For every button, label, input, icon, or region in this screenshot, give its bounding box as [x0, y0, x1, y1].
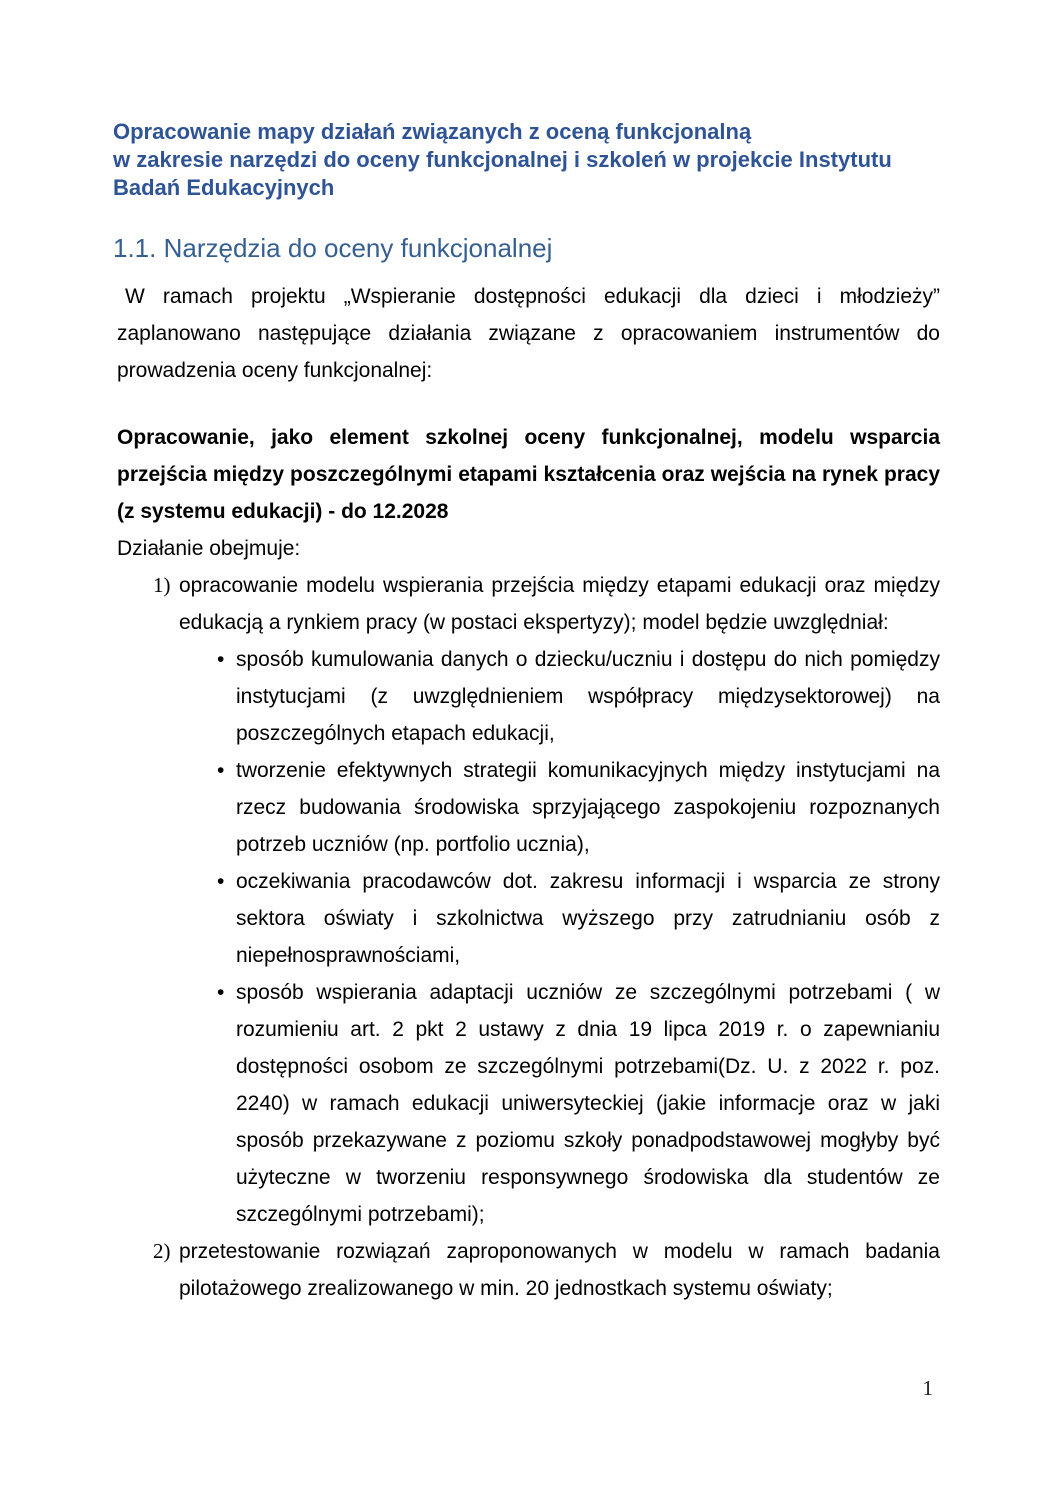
numbered-item-2-text: przetestowanie rozwiązań zaproponowanych w modelu w ramach badania pilotażowego zrealizowanego w min. 20 jednostkach systemu oświaty; [179, 1240, 940, 1300]
document-title-line-2: w zakresie narzędzi do oceny funkcjonalnej i szkoleń w projekcie Instytutu [113, 147, 892, 172]
document-title-line-1: Opracowanie mapy działań związanych z oceną funkcjonalną [113, 119, 752, 144]
list-number-marker: 2) [153, 1239, 171, 1263]
bullet-item-1-text: sposób kumulowania danych o dziecku/uczniu i dostępu do nich pomiędzy instytucjami (z uwzględnieniem współpracy międzysektorowej) na poszczególnych etapach edukacji, [236, 648, 940, 745]
bullet-icon: • [217, 759, 225, 782]
bullet-item-4-text: sposób wspierania adaptacji uczniów ze szczególnymi potrzebami ( w rozumieniu art. 2 pkt 2 ustawy z dnia 19 lipca 2019 r. o zapewnianiu dostępności osobom ze szczególnymi potrzebami(Dz. U. z 2022 r. poz. 2240) w ramach edukacji uniwersyteckiej (jakie informacje oraz w jaki sposób przekazywane z poziomu szkoły ponadpodstawowej mogłyby być użyteczne w tworzeniu responsywnego środowiska dla studentów ze szczególnymi potrzebami); [236, 981, 940, 1226]
bullet-item-2 [113, 752, 940, 863]
list-number-marker: 1) [153, 573, 171, 597]
document-title-line-3: Badań Edukacyjnych [113, 175, 335, 200]
bullet-icon: • [217, 648, 225, 671]
task-heading: Opracowanie, jako element szkolnej oceny funkcjonalnej, modelu wsparcia przejścia między poszczególnymi etapami kształcenia oraz wejścia na rynek pracy (z systemu edukacji) - do 12.2028 [117, 426, 940, 523]
page-number: 1 [922, 1376, 933, 1400]
document-title [113, 118, 940, 202]
bullet-icon: • [217, 981, 225, 1004]
action-label: Działanie obejmuje: [117, 537, 301, 560]
intro-paragraph: W ramach projektu „Wspieranie dostępności edukacji dla dzieci i młodzieży” zaplanowano następujące działania związane z opracowaniem instrumentów do prowadzenia oceny funkcjonalnej: [117, 285, 940, 382]
numbered-item-1-text: opracowanie modelu wspierania przejścia między etapami edukacji oraz między edukacją a rynkiem pracy (w postaci ekspertyzy); model będzie uwzględniał: [179, 574, 940, 634]
bullet-icon: • [217, 870, 225, 893]
section-heading: 1.1. Narzędzia do oceny funkcjonalnej [113, 233, 553, 263]
bullet-item-3-text: oczekiwania pracodawców dot. zakresu informacji i wsparcia ze strony sektora oświaty i szkolnictwa wyższego przy zatrudnianiu osób z niepełnosprawnościami, [236, 870, 940, 967]
numbered-item-1 [113, 567, 940, 641]
bullet-item-2-text: tworzenie efektywnych strategii komunikacyjnych między instytucjami na rzecz budowania środowiska sprzyjającego zaspokojeniu rozpoznanych potrzeb uczniów (np. portfolio ucznia), [236, 759, 940, 856]
bullet-item-3 [113, 863, 940, 974]
bullet-item-1 [113, 641, 940, 752]
numbered-item-2 [113, 1233, 940, 1307]
bullet-item-4 [113, 974, 940, 1233]
